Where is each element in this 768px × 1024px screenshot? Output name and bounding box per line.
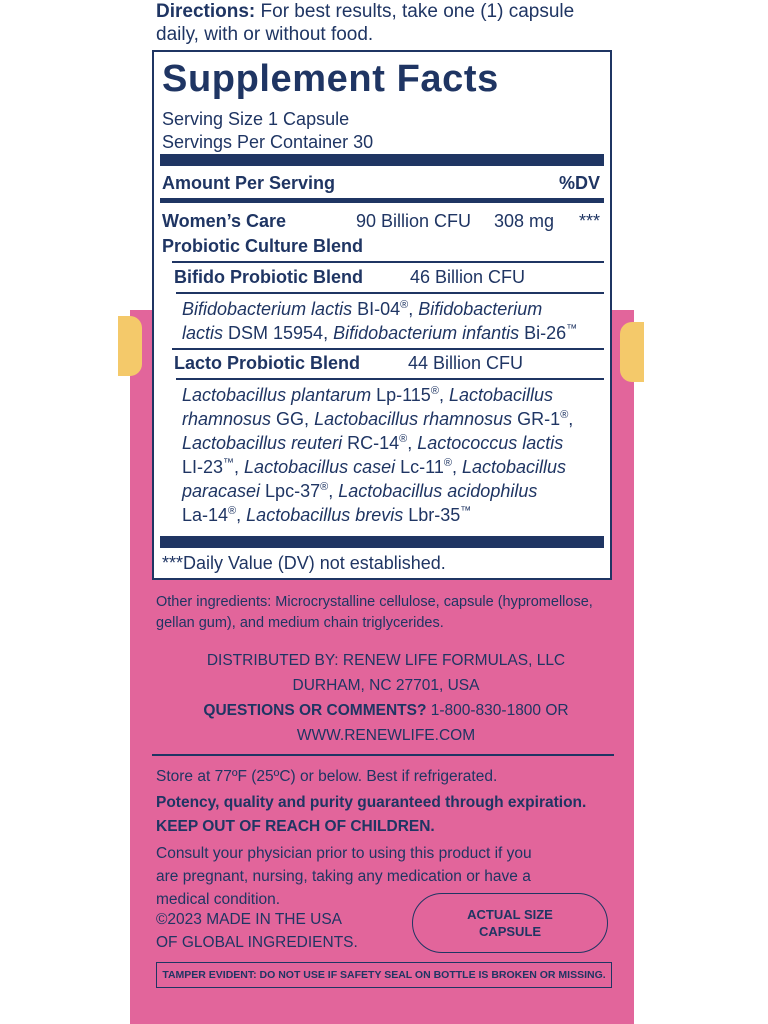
- strain-code: BI-04: [352, 299, 401, 319]
- tamper-evident-notice: TAMPER EVIDENT: DO NOT USE IF SAFETY SEAL ON BOTTLE IS BROKEN OR MISSING.: [156, 962, 612, 988]
- lacto-strains-line-4: [182, 456, 566, 478]
- serving-size: Serving Size 1 Capsule: [162, 109, 350, 129]
- strain-code: La-14: [182, 505, 229, 525]
- lacto-strains-line-1: [182, 384, 553, 406]
- strain-code: Lc-11: [395, 457, 444, 477]
- medium-rule: [160, 198, 604, 203]
- actual-size-capsule: [412, 893, 608, 953]
- strain-code: Bi-26: [519, 323, 567, 343]
- distributor-line-1: DISTRIBUTED BY: RENEW LIFE FORMULAS, LLC: [206, 652, 566, 669]
- yellow-accent-left: [118, 316, 142, 376]
- other-ingredients: [156, 592, 593, 634]
- main-blend-name-1: Women’s Care: [162, 211, 287, 231]
- separator: ,: [438, 385, 449, 405]
- lacto-strains-line-5: [182, 480, 537, 502]
- separator: ,: [236, 505, 247, 525]
- rule-lacto-strains: [176, 378, 604, 380]
- main-blend-weight: 308 mg: [494, 211, 555, 231]
- strain: Lactobacillus acidophilus: [338, 481, 538, 501]
- main-blend-amount: 90 Billion CFU: [356, 211, 472, 231]
- consult-line-3: medical condition.: [156, 891, 281, 908]
- bifido-strains-line-1: [182, 298, 602, 320]
- strain: Bifidobacterium: [418, 299, 543, 319]
- strain-code: GG,: [271, 409, 315, 429]
- serving-info: [162, 108, 373, 154]
- thick-rule-bottom: [160, 536, 604, 548]
- registered-mark: ®: [399, 433, 408, 445]
- directions-label: Directions:: [156, 1, 256, 22]
- potency-guarantee: Potency, quality and purity guaranteed through expiration.: [156, 794, 587, 811]
- made-in-usa: [156, 908, 396, 954]
- lacto-strains-line-6: [182, 504, 471, 526]
- supplement-facts-panel: [152, 50, 612, 580]
- yellow-accent-right: [620, 322, 644, 382]
- directions-text: For best results, take one (1) capsule daily, with or without food.: [156, 1, 575, 45]
- strain: Lactobacillus reuteri: [182, 433, 343, 453]
- separator: ,: [408, 299, 419, 319]
- bifido-blend-amount: 46 Billion CFU: [410, 267, 526, 287]
- separator: ,: [328, 481, 339, 501]
- trademark: ™: [460, 505, 472, 517]
- lacto-strains-line-2: [182, 408, 573, 430]
- rule-bifido: [172, 261, 604, 263]
- lacto-strains-line-3: [182, 432, 563, 454]
- bifido-strains-line-2: [182, 322, 602, 344]
- separator: ,: [234, 457, 245, 477]
- strain-code: RC-14: [342, 433, 400, 453]
- strain-code: Lbr-35: [403, 505, 461, 525]
- strain: Lactobacillus rhamnosus: [314, 409, 513, 429]
- dv-header: %DV: [558, 173, 600, 193]
- website-link[interactable]: WWW.RENEWLIFE.COM: [296, 727, 476, 744]
- strain: Lactobacillus: [461, 457, 567, 477]
- other-ingredients-line-1: Other ingredients: Microcrystalline cellulose, capsule (hypromellose,: [156, 594, 593, 610]
- separator: ,: [568, 409, 574, 429]
- rule-lacto: [172, 348, 604, 350]
- strain: Bifidobacterium infantis: [333, 323, 520, 343]
- registered-mark: ®: [400, 299, 409, 311]
- strain: lactis: [182, 323, 224, 343]
- main-blend-name-2: Probiotic Culture Blend: [162, 236, 364, 256]
- questions-label: QUESTIONS OR COMMENTS?: [203, 702, 427, 719]
- registered-mark: ®: [443, 457, 452, 469]
- lacto-blend-name: Lacto Probiotic Blend: [174, 353, 361, 373]
- strain: Lactobacillus casei: [244, 457, 396, 477]
- made-line-2: OF GLOBAL INGREDIENTS.: [156, 934, 358, 951]
- registered-mark: ®: [560, 409, 569, 421]
- made-line-1: ©2023 MADE IN THE USA: [156, 911, 342, 928]
- distributor-block: [156, 648, 616, 748]
- strain: paracasei: [182, 481, 261, 501]
- strain-code: LI-23: [182, 457, 224, 477]
- facts-title: Supplement Facts: [162, 58, 499, 100]
- questions-line: [156, 698, 616, 723]
- trademark: ™: [223, 457, 235, 469]
- amount-per-serving-header: Amount Per Serving: [162, 173, 336, 193]
- strain-code: GR-1: [512, 409, 561, 429]
- divider-line: [152, 754, 614, 756]
- thick-rule-top: [160, 154, 604, 166]
- separator: ,: [407, 433, 418, 453]
- rule-bifido-strains: [176, 292, 604, 294]
- strain: Lactobacillus brevis: [246, 505, 404, 525]
- servings-per-container: Servings Per Container 30: [162, 132, 374, 152]
- strain: Bifidobacterium lactis: [182, 299, 353, 319]
- main-blend-dv: ***: [578, 211, 600, 231]
- strain: rhamnosus: [182, 409, 272, 429]
- strain: Lactobacillus plantarum: [182, 385, 372, 405]
- dv-footnote: ***Daily Value (DV) not established.: [162, 553, 446, 573]
- keep-out-warning: KEEP OUT OF REACH OF CHILDREN.: [156, 818, 435, 835]
- registered-mark: ®: [320, 481, 329, 493]
- strain-code: DSM 15954,: [223, 323, 334, 343]
- trademark: ™: [566, 323, 578, 335]
- store-instructions: Store at 77ºF (25ºC) or below. Best if refrigerated.: [156, 768, 498, 785]
- consult-line-2: are pregnant, nursing, taking any medication or have a: [156, 868, 531, 885]
- capsule-line-2: CAPSULE: [478, 924, 542, 939]
- separator: ,: [451, 457, 462, 477]
- phone-number: 1-800-830-1800 OR: [426, 702, 569, 719]
- lacto-blend-amount: 44 Billion CFU: [408, 353, 524, 373]
- distributor-line-2: DURHAM, NC 27701, USA: [292, 677, 480, 694]
- directions: [156, 0, 616, 46]
- registered-mark: ®: [430, 385, 439, 397]
- strain-code: Lpc-37: [260, 481, 321, 501]
- strain: Lactococcus lactis: [417, 433, 564, 453]
- strain: Lactobacillus: [448, 385, 554, 405]
- strain-code: Lp-115: [371, 385, 431, 405]
- consult-line-1: Consult your physician prior to using this product if you: [156, 845, 532, 862]
- bifido-blend-name: Bifido Probiotic Blend: [174, 267, 363, 287]
- other-ingredients-line-2: gellan gum), and medium chain triglycerides.: [156, 615, 444, 631]
- capsule-line-1: ACTUAL SIZE: [467, 907, 553, 922]
- registered-mark: ®: [228, 505, 237, 517]
